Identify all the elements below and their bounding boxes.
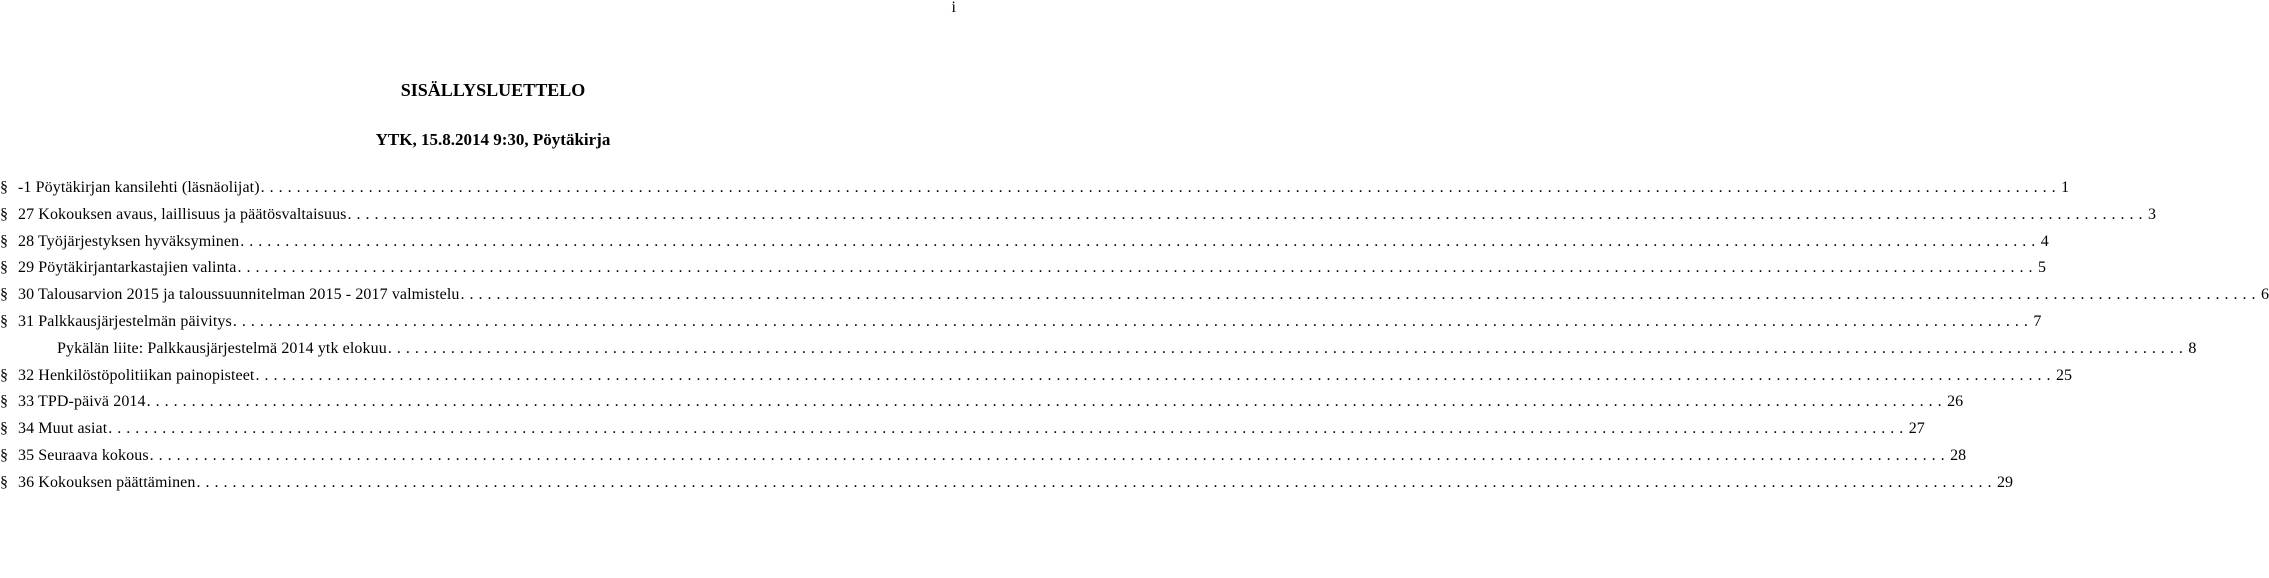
toc-entry-title: 30 Talousarvion 2015 ja taloussuunnitelman 2015 - 2017 valmistelu [18, 286, 460, 304]
toc-entry-title: 29 Pöytäkirjantarkastajien valinta [18, 259, 237, 277]
section-mark: § [0, 205, 8, 223]
toc-entry[interactable] [0, 392, 1964, 419]
toc-entry[interactable] [0, 419, 1925, 446]
toc-entry-page: 26 [1947, 393, 1964, 411]
dot-leader: . . . . . . . . . . . . . . . . . . . . . . . . . . . . . . . . . . . . . . . . . . . . . . . . . . . . . . . . . . . . . . . . . . . . . . . . . . . . . . . . . . . . . . . . . . . . . . . . . . . . . . . . . . . . . . . . . . . . . . . . . . . . . . . . . . . . . . . . . . . . . . . . . . . . . . . . . . . . . . . . . . . . . . . . . . . . . . . . . . . . . . . . . . . . . . . . . . . . . . . . [196, 473, 1992, 491]
toc-entry[interactable] [0, 178, 2070, 205]
section-mark: § [0, 366, 8, 384]
dot-leader: . . . . . . . . . . . . . . . . . . . . . . . . . . . . . . . . . . . . . . . . . . . . . . . . . . . . . . . . . . . . . . . . . . . . . . . . . . . . . . . . . . . . . . . . . . . . . . . . . . . . . . . . . . . . . . . . . . . . . . . . . . . . . . . . . . . . . . . . . . . . . . . . . . . . . . . . . . . . . . . . . . . . . . . . . . . . . . . . . . . . . . . . . . . . . . . . . . . . . . . . [255, 366, 2051, 384]
toc-line [18, 178, 2070, 198]
toc-entry[interactable] [0, 446, 1967, 473]
document-title: SISÄLLYSLUETTELO [400, 80, 586, 100]
toc-entry-title: 35 Seuraava kokous [18, 446, 149, 464]
section-mark: § [0, 259, 8, 277]
dot-leader: . . . . . . . . . . . . . . . . . . . . . . . . . . . . . . . . . . . . . . . . . . . . . . . . . . . . . . . . . . . . . . . . . . . . . . . . . . . . . . . . . . . . . . . . . . . . . . . . . . . . . . . . . . . . . . . . . . . . . . . . . . . . . . . . . . . . . . . . . . . . . . . . . . . . . . . . . . . . . . . . . . . . . . . . . . . . . . . . . . . . . . . . . . . . . . . . . . . . . . . . [460, 286, 2256, 304]
section-mark: § [0, 286, 8, 304]
toc-line [18, 285, 2269, 305]
toc-entry-title: 27 Kokouksen avaus, laillisuus ja päätösvaltaisuus [18, 205, 347, 223]
section-mark: § [0, 312, 8, 330]
dot-leader: . . . . . . . . . . . . . . . . . . . . . . . . . . . . . . . . . . . . . . . . . . . . . . . . . . . . . . . . . . . . . . . . . . . . . . . . . . . . . . . . . . . . . . . . . . . . . . . . . . . . . . . . . . . . . . . . . . . . . . . . . . . . . . . . . . . . . . . . . . . . . . . . . . . . . . . . . . . . . . . . . . . . . . . . . . . . . . . . . . . . . . . . . . . . . . . . . . . . . . . . [237, 259, 2033, 277]
toc-entry-page: 8 [2188, 339, 2197, 357]
toc-entry-page: 27 [1908, 420, 1925, 438]
toc-entry-title: 32 Henkilöstöpolitiikan painopisteet [18, 366, 255, 384]
dot-leader: . . . . . . . . . . . . . . . . . . . . . . . . . . . . . . . . . . . . . . . . . . . . . . . . . . . . . . . . . . . . . . . . . . . . . . . . . . . . . . . . . . . . . . . . . . . . . . . . . . . . . . . . . . . . . . . . . . . . . . . . . . . . . . . . . . . . . . . . . . . . . . . . . . . . . . . . . . . . . . . . . . . . . . . . . . . . . . . . . . . . . . . . . . . . . . . . . . . . . . . . [260, 179, 2057, 196]
dot-leader: . . . . . . . . . . . . . . . . . . . . . . . . . . . . . . . . . . . . . . . . . . . . . . . . . . . . . . . . . . . . . . . . . . . . . . . . . . . . . . . . . . . . . . . . . . . . . . . . . . . . . . . . . . . . . . . . . . . . . . . . . . . . . . . . . . . . . . . . . . . . . . . . . . . . . . . . . . . . . . . . . . . . . . . . . . . . . . . . . . . . . . . . . . . . . . . . . . . . . . . . [232, 312, 2029, 330]
toc-line [18, 312, 2042, 332]
dot-leader: . . . . . . . . . . . . . . . . . . . . . . . . . . . . . . . . . . . . . . . . . . . . . . . . . . . . . . . . . . . . . . . . . . . . . . . . . . . . . . . . . . . . . . . . . . . . . . . . . . . . . . . . . . . . . . . . . . . . . . . . . . . . . . . . . . . . . . . . . . . . . . . . . . . . . . . . . . . . . . . . . . . . . . . . . . . . . . . . . . . . . . . . . . . . . . . . . . . . . . . . [240, 232, 2036, 250]
toc-entry-title: 33 TPD-päivä 2014 [18, 393, 146, 411]
dot-leader: . . . . . . . . . . . . . . . . . . . . . . . . . . . . . . . . . . . . . . . . . . . . . . . . . . . . . . . . . . . . . . . . . . . . . . . . . . . . . . . . . . . . . . . . . . . . . . . . . . . . . . . . . . . . . . . . . . . . . . . . . . . . . . . . . . . . . . . . . . . . . . . . . . . . . . . . . . . . . . . . . . . . . . . . . . . . . . . . . . . . . . . . . . . . . . . . . . . . . . . . [387, 339, 2184, 357]
toc-entry[interactable] [0, 366, 2072, 393]
toc-line [18, 473, 2013, 493]
toc-entry[interactable] [0, 258, 2046, 285]
dot-leader: . . . . . . . . . . . . . . . . . . . . . . . . . . . . . . . . . . . . . . . . . . . . . . . . . . . . . . . . . . . . . . . . . . . . . . . . . . . . . . . . . . . . . . . . . . . . . . . . . . . . . . . . . . . . . . . . . . . . . . . . . . . . . . . . . . . . . . . . . . . . . . . . . . . . . . . . . . . . . . . . . . . . . . . . . . . . . . . . . . . . . . . . . . . . . . . . . . . . . . . . [149, 446, 1946, 464]
toc-line [18, 366, 2072, 386]
toc-entry-page: 7 [2033, 312, 2042, 330]
toc-entry-page: 5 [2037, 259, 2046, 277]
section-mark: § [0, 232, 8, 250]
toc-entry-title: Pykälän liite: Palkkausjärjestelmä 2014 ytk elokuu [57, 339, 387, 357]
toc-entry-title: 31 Palkkausjärjestelmän päivitys [18, 312, 232, 330]
toc-line [18, 419, 1925, 439]
toc-entry[interactable] [0, 339, 2197, 366]
toc-line [18, 446, 1967, 466]
toc-entry-page: 25 [2055, 366, 2072, 384]
toc-line [18, 258, 2046, 278]
toc-line [18, 205, 2157, 225]
section-mark: § [0, 393, 8, 411]
toc-entry-page: 6 [2260, 286, 2269, 304]
section-mark: § [0, 473, 8, 491]
dot-leader: . . . . . . . . . . . . . . . . . . . . . . . . . . . . . . . . . . . . . . . . . . . . . . . . . . . . . . . . . . . . . . . . . . . . . . . . . . . . . . . . . . . . . . . . . . . . . . . . . . . . . . . . . . . . . . . . . . . . . . . . . . . . . . . . . . . . . . . . . . . . . . . . . . . . . . . . . . . . . . . . . . . . . . . . . . . . . . . . . . . . . . . . . . . . . . . . . . . . . . . . [347, 205, 2144, 223]
toc-entry-title: 28 Työjärjestyksen hyväksyminen [18, 232, 240, 250]
toc-entry[interactable] [0, 312, 2042, 339]
table-of-contents [0, 178, 2269, 500]
section-mark: § [0, 420, 8, 438]
toc-entry[interactable] [0, 205, 2157, 232]
toc-entry[interactable] [0, 232, 2049, 259]
toc-entry-title: -1 Pöytäkirjan kansilehti (läsnäolijat) [18, 179, 260, 196]
toc-entry-page: 1 [2061, 179, 2070, 196]
toc-entry-page: 29 [1996, 473, 2013, 491]
toc-line [18, 232, 2049, 252]
section-mark: § [0, 179, 8, 196]
section-mark: § [0, 446, 8, 464]
page-number: i [951, 0, 956, 16]
toc-entry[interactable] [0, 285, 2269, 312]
meeting-subtitle: YTK, 15.8.2014 9:30, Pöytäkirja [375, 130, 611, 149]
dot-leader: . . . . . . . . . . . . . . . . . . . . . . . . . . . . . . . . . . . . . . . . . . . . . . . . . . . . . . . . . . . . . . . . . . . . . . . . . . . . . . . . . . . . . . . . . . . . . . . . . . . . . . . . . . . . . . . . . . . . . . . . . . . . . . . . . . . . . . . . . . . . . . . . . . . . . . . . . . . . . . . . . . . . . . . . . . . . . . . . . . . . . . . . . . . . . . . . . . . . . . . . [108, 420, 1904, 438]
toc-entry-page: 4 [2040, 232, 2049, 250]
toc-entry-page: 28 [1950, 446, 1967, 464]
toc-entry-title: 34 Muut asiat [18, 420, 108, 438]
toc-entry-title: 36 Kokouksen päättäminen [18, 473, 196, 491]
toc-line [18, 392, 1964, 412]
toc-line [57, 339, 2197, 359]
dot-leader: . . . . . . . . . . . . . . . . . . . . . . . . . . . . . . . . . . . . . . . . . . . . . . . . . . . . . . . . . . . . . . . . . . . . . . . . . . . . . . . . . . . . . . . . . . . . . . . . . . . . . . . . . . . . . . . . . . . . . . . . . . . . . . . . . . . . . . . . . . . . . . . . . . . . . . . . . . . . . . . . . . . . . . . . . . . . . . . . . . . . . . . . . . . . . . . . . . . . . . . . [146, 393, 1943, 411]
toc-entry[interactable] [0, 473, 2013, 500]
toc-entry-page: 3 [2148, 205, 2157, 223]
